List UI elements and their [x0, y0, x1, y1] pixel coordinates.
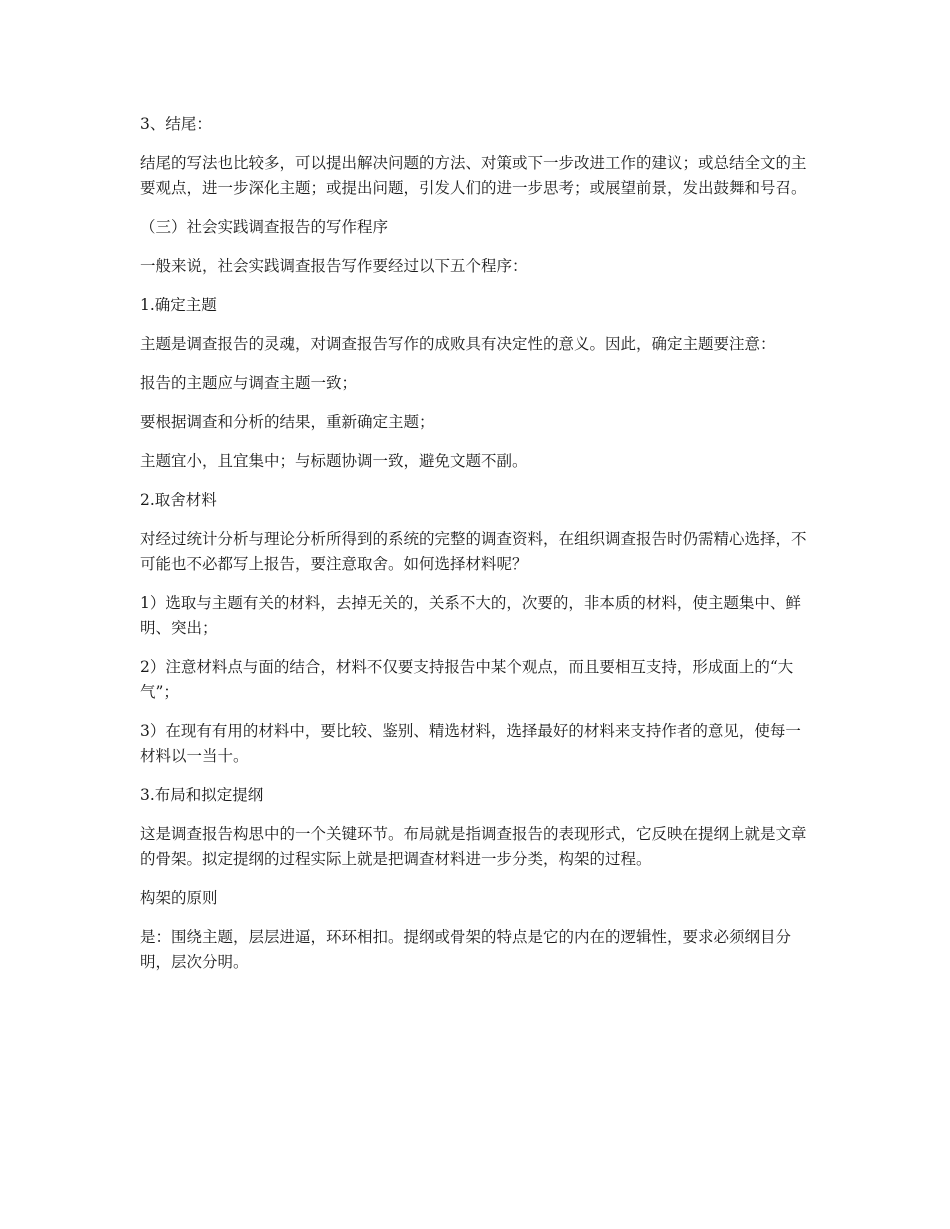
paragraph-materials-selection: 对经过统计分析与理论分析所得到的系统的完整的调查资料，在组织调查报告时仍需精心选择，不可能也不必都写上报告，要注意取舍。如何选择材料呢？ — [140, 530, 807, 573]
heading-writing-procedure: （三）社会实践调查报告的写作程序 — [140, 218, 389, 236]
heading-ending: 3、结尾： — [140, 115, 212, 133]
paragraph-theme-redetermine: 要根据调查和分析的结果，重新确定主题； — [140, 413, 435, 431]
heading-framework-principle: 构架的原则 — [140, 889, 218, 907]
paragraph-theme-small: 主题宜小，且宜集中；与标题协调一致，避免文题不副。 — [140, 452, 528, 470]
paragraph-theme-soul: 主题是调查报告的灵魂，对调查报告写作的成败具有决定性的意义。因此，确定主题要注意： — [140, 335, 776, 353]
heading-layout-outline: 3.布局和拟定提纲 — [140, 786, 264, 804]
paragraph-five-procedures: 一般来说，社会实践调查报告写作要经过以下五个程序： — [140, 257, 528, 275]
heading-determine-theme: 1.确定主题 — [140, 296, 217, 314]
list-item-materials-3: 3）在现有有用的材料中，要比较、鉴别、精选材料，选择最好的材料来支持作者的意见，使每一材料以一当十。 — [140, 722, 801, 765]
paragraph-ending-methods: 结尾的写法也比较多，可以提出解决问题的方法、对策或下一步改进工作的建议；或总结全文的主要观点，进一步深化主题；或提出问题，引发人们的进一步思考；或展望前景，发出鼓舞和号召。 — [140, 154, 807, 197]
paragraph-framework-principle: 是：围绕主题，层层进逼，环环相扣。提纲或骨架的特点是它的内在的逻辑性，要求必须纲目分明，层次分明。 — [140, 928, 792, 971]
list-item-materials-2: 2）注意材料点与面的结合，材料不仅要支持报告中某个观点，而且要相互支持，形成面上的“大气”； — [140, 658, 794, 701]
paragraph-theme-consistent: 报告的主题应与调查主题一致； — [140, 374, 358, 392]
heading-select-materials: 2.取舍材料 — [140, 491, 217, 509]
list-item-materials-1: 1）选取与主题有关的材料，去掉无关的，关系不大的，次要的，非本质的材料，使主题集中、鲜明、突出； — [140, 594, 801, 637]
document-body — [140, 112, 810, 989]
paragraph-layout-outline: 这是调查报告构思中的一个关键环节。布局就是指调查报告的表现形式，它反映在提纲上就是文章的骨架。拟定提纲的过程实际上就是把调查材料进一步分类，构架的过程。 — [140, 825, 807, 868]
